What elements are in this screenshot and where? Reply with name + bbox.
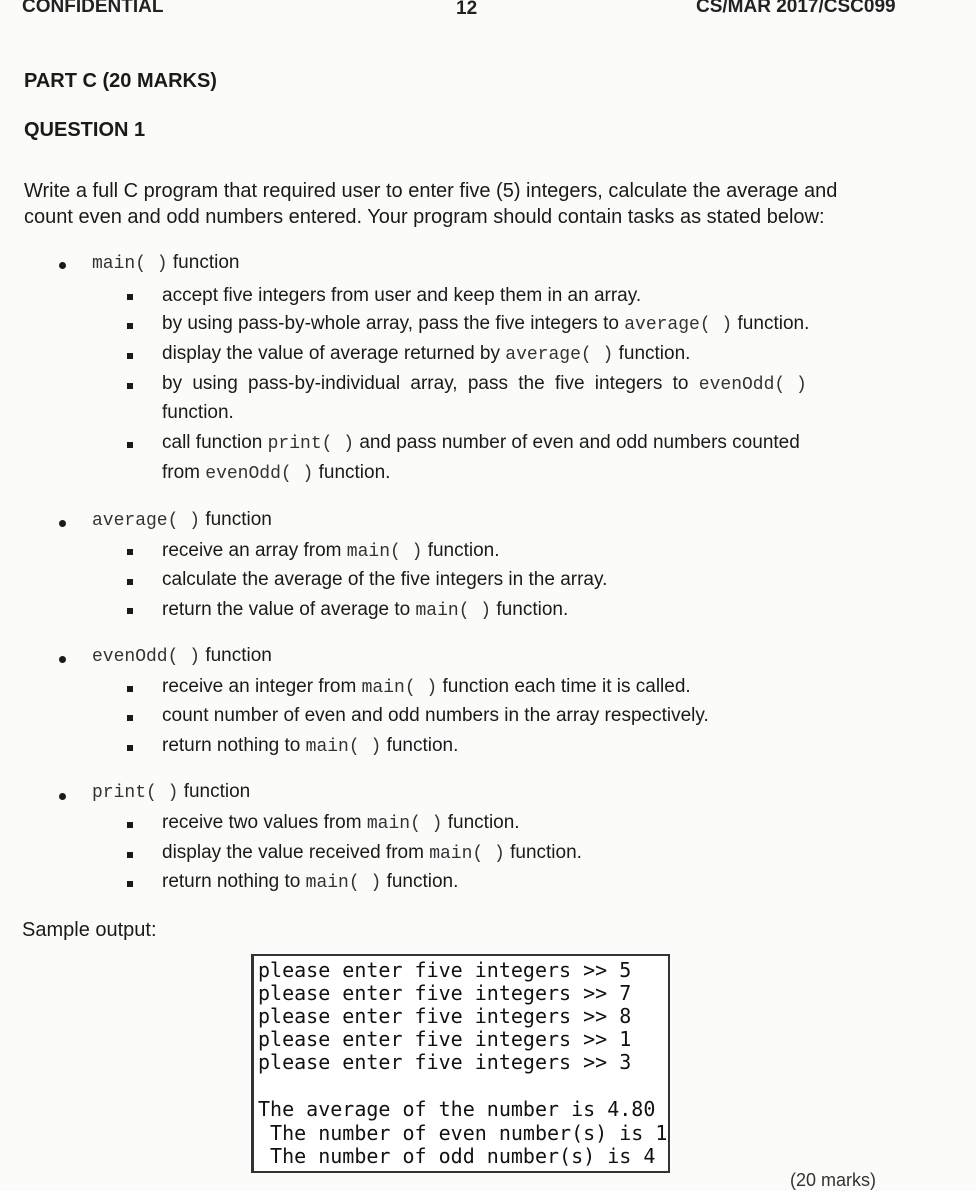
main-item-1: accept five integers from user and keep them in an array. — [162, 285, 642, 306]
terminal-line: please enter five integers >> 3 — [258, 1050, 632, 1074]
main-item-2: by using pass-by-whole array, pass the five integers to average( ) function. — [162, 313, 810, 335]
square-bullet-icon — [127, 715, 133, 721]
main-item-3: display the value of average returned by average( ) function. — [162, 343, 691, 365]
evenodd-item-2: count number of even and odd numbers in the array respectively. — [162, 705, 709, 726]
marks-label: (20 marks) — [790, 1170, 877, 1190]
terminal-line: please enter five integers >> 1 — [258, 1027, 632, 1051]
terminal-line: The number of even number(s) is 1 — [258, 1121, 668, 1145]
print-item-3: return nothing to main( ) function. — [162, 871, 459, 893]
sample-output-label: Sample output: — [22, 919, 157, 941]
average-section-heading: average( ) function — [92, 509, 272, 531]
evenodd-item-1: receive an integer from main( ) function each time it is called. — [162, 676, 691, 698]
intro-line-1: Write a full C program that required user to enter five (5) integers, calculate the average and — [24, 180, 838, 202]
print-section-heading: print( ) function — [92, 781, 251, 803]
intro-line-2: count even and odd numbers entered. Your program should contain tasks as stated below: — [24, 206, 825, 228]
print-item-2: display the value received from main( ) function. — [162, 842, 582, 864]
terminal-line: The number of odd number(s) is 4 — [258, 1144, 656, 1168]
question-title: QUESTION 1 — [24, 119, 146, 141]
square-bullet-icon — [127, 353, 133, 359]
main-item-4: by using pass-by-individual array, pass the five integers to evenOdd( ) — [162, 373, 807, 395]
header-course-code: CS/MAR 2017/CSC099 — [696, 0, 896, 17]
bullet-icon — [59, 793, 66, 800]
evenodd-item-3: return nothing to main( ) function. — [162, 735, 459, 757]
heading-label: function — [172, 252, 240, 273]
average-item-1: receive an array from main( ) function. — [162, 540, 500, 562]
square-bullet-icon — [127, 686, 133, 692]
average-item-2: calculate the average of the five integers in the array. — [162, 569, 608, 590]
average-item-3: return the value of average to main( ) function. — [162, 599, 569, 621]
terminal-line: please enter five integers >> 5 — [258, 958, 632, 982]
main-section-heading — [92, 252, 239, 274]
bullet-icon — [59, 262, 66, 269]
square-bullet-icon — [127, 579, 133, 585]
square-bullet-icon — [127, 822, 133, 828]
bullet-icon — [59, 520, 66, 527]
bullet-icon — [59, 656, 66, 663]
sample-output-terminal — [251, 954, 670, 1173]
print-item-1: receive two values from main( ) function. — [162, 812, 520, 834]
part-title: PART C (20 MARKS) — [24, 70, 217, 92]
square-bullet-icon — [127, 323, 133, 329]
main-item-4-cont: function. — [162, 402, 234, 423]
terminal-line: please enter five integers >> 7 — [258, 981, 632, 1005]
square-bullet-icon — [127, 745, 133, 751]
main-item-5-cont: from evenOdd( ) function. — [162, 462, 391, 484]
square-bullet-icon — [127, 852, 133, 858]
square-bullet-icon — [127, 549, 133, 555]
page-number: 12 — [456, 0, 478, 19]
terminal-line: please enter five integers >> 8 — [258, 1004, 632, 1028]
code-main: main( ) — [92, 254, 168, 274]
square-bullet-icon — [127, 294, 133, 300]
main-item-5: call function print( ) and pass number of even and odd numbers counted — [162, 432, 800, 454]
evenodd-section-heading: evenOdd( ) function — [92, 645, 272, 667]
header-confidential: CONFIDENTIAL — [22, 0, 164, 17]
square-bullet-icon — [127, 442, 133, 448]
square-bullet-icon — [127, 881, 133, 887]
square-bullet-icon — [127, 608, 133, 614]
terminal-line: The average of the number is 4.80 — [258, 1097, 656, 1121]
square-bullet-icon — [127, 383, 133, 389]
